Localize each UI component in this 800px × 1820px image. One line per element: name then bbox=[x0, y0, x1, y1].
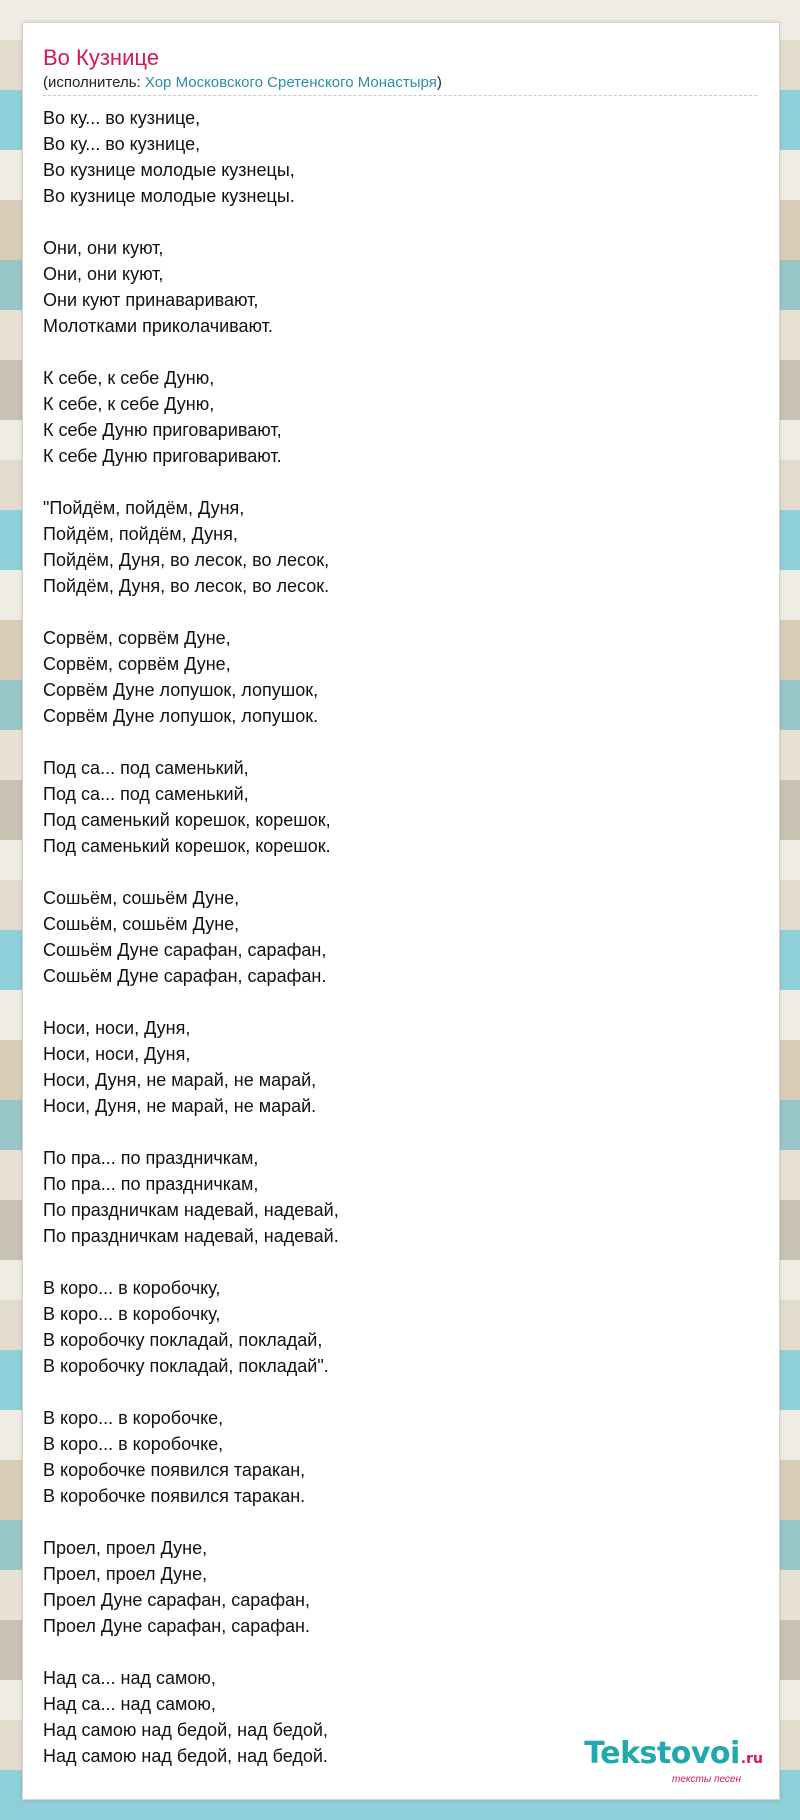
lyrics-stanza bbox=[43, 1535, 743, 1639]
lyrics-stanza bbox=[43, 625, 743, 729]
lyrics-card bbox=[22, 22, 780, 1800]
lyrics-stanza bbox=[43, 105, 743, 209]
lyrics-stanza bbox=[43, 495, 743, 599]
lyric-line: Сошьём, сошьём Дуне, bbox=[43, 888, 240, 908]
lyric-line: В коро... в коробочку, bbox=[43, 1278, 221, 1298]
lyrics-stanza bbox=[43, 1015, 743, 1119]
lyric-line: Сорвём, сорвём Дуне, bbox=[43, 654, 231, 674]
lyrics-stanza bbox=[43, 755, 743, 859]
lyric-line: В коро... в коробочке, bbox=[43, 1434, 224, 1454]
lyric-line: Проел, проел Дуне, bbox=[43, 1538, 208, 1558]
lyric-line: В коро... в коробочку, bbox=[43, 1304, 221, 1324]
lyric-line: Носи, Дуня, не марай, не марай. bbox=[43, 1096, 317, 1116]
performer-suffix: ) bbox=[436, 74, 442, 91]
lyric-line: К себе, к себе Дуню, bbox=[43, 394, 215, 414]
lyric-line: Во ку... во кузнице, bbox=[43, 108, 201, 128]
lyric-line: В коробочке появился таракан. bbox=[43, 1486, 306, 1506]
lyric-line: Сошьём Дуне сарафан, сарафан. bbox=[43, 966, 327, 986]
lyric-line: К себе, к себе Дуню, bbox=[43, 368, 215, 388]
lyric-line: К себе Дуню приговаривают, bbox=[43, 420, 282, 440]
performer-line bbox=[43, 73, 757, 96]
lyric-line: Сошьём Дуне сарафан, сарафан, bbox=[43, 940, 327, 960]
lyric-line: Проел Дуне сарафан, сарафан, bbox=[43, 1590, 311, 1610]
lyric-line: Сошьём, сошьём Дуне, bbox=[43, 914, 240, 934]
lyric-line: Под саменький корешок, корешок, bbox=[43, 810, 331, 830]
lyric-line: В коробочке появился таракан, bbox=[43, 1460, 306, 1480]
lyric-line: Сорвём, сорвём Дуне, bbox=[43, 628, 231, 648]
lyric-line: Носи, Дуня, не марай, не марай, bbox=[43, 1070, 317, 1090]
lyrics-stanza bbox=[43, 885, 743, 989]
lyric-line: Над самою над бедой, над бедой, bbox=[43, 1720, 328, 1740]
lyric-line: Пойдём, пойдём, Дуня, bbox=[43, 524, 238, 544]
lyric-line: По праздничкам надевай, надевай, bbox=[43, 1200, 339, 1220]
lyric-line: Над самою над бедой, над бедой. bbox=[43, 1746, 328, 1766]
lyric-line: Они куют принаваривают, bbox=[43, 290, 259, 310]
lyric-line: Они, они куют, bbox=[43, 238, 164, 258]
lyric-line: В коробочку покладай, покладай, bbox=[43, 1330, 323, 1350]
lyric-line: Под са... под саменький, bbox=[43, 758, 249, 778]
lyrics-stanza bbox=[43, 1405, 743, 1509]
lyrics-stanza bbox=[43, 235, 743, 339]
lyric-line: Сорвём Дуне лопушок, лопушок, bbox=[43, 680, 319, 700]
logo-wordmark bbox=[584, 1738, 763, 1775]
lyric-line: По праздничкам надевай, надевай. bbox=[43, 1226, 339, 1246]
lyrics-stanza bbox=[43, 365, 743, 469]
site-logo[interactable] bbox=[584, 1738, 763, 1785]
lyric-line: Над са... над самою, bbox=[43, 1668, 216, 1688]
lyrics-stanza bbox=[43, 1145, 743, 1249]
lyric-line: Сорвём Дуне лопушок, лопушок. bbox=[43, 706, 319, 726]
lyric-line: Пойдём, Дуня, во лесок, во лесок, bbox=[43, 550, 330, 570]
lyric-line: Проел Дуне сарафан, сарафан. bbox=[43, 1616, 311, 1636]
performer-link[interactable]: Хор Московского Сретенского Монастыря bbox=[144, 74, 437, 91]
lyric-line: Во ку... во кузнице, bbox=[43, 134, 201, 154]
lyric-line: По пра... по праздничкам, bbox=[43, 1174, 259, 1194]
lyric-line: В коро... в коробочке, bbox=[43, 1408, 224, 1428]
lyric-line: Над са... над самою, bbox=[43, 1694, 216, 1714]
lyric-line: Под саменький корешок, корешок. bbox=[43, 836, 331, 856]
lyrics-stanza bbox=[43, 1275, 743, 1379]
logo-main-text: Tekstovoi bbox=[584, 1736, 740, 1771]
lyric-line: Во кузнице молодые кузнецы. bbox=[43, 186, 295, 206]
lyric-line: По пра... по праздничкам, bbox=[43, 1148, 259, 1168]
lyric-line: Носи, носи, Дуня, bbox=[43, 1044, 191, 1064]
lyric-line: Под са... под саменький, bbox=[43, 784, 249, 804]
lyric-line: Они, они куют, bbox=[43, 264, 164, 284]
lyric-line: "Пойдём, пойдём, Дуня, bbox=[43, 498, 245, 518]
performer-prefix: (исполнитель: bbox=[43, 74, 145, 91]
lyric-line: Проел, проел Дуне, bbox=[43, 1564, 208, 1584]
logo-subtitle: тексты песен bbox=[672, 1774, 741, 1785]
lyric-line: В коробочку покладай, покладай". bbox=[43, 1356, 329, 1376]
lyric-line: Пойдём, Дуня, во лесок, во лесок. bbox=[43, 576, 330, 596]
lyric-line: Носи, носи, Дуня, bbox=[43, 1018, 191, 1038]
lyrics-text bbox=[43, 105, 743, 1795]
lyric-line: Во кузнице молодые кузнецы, bbox=[43, 160, 295, 180]
lyric-line: Молотками приколачивают. bbox=[43, 316, 273, 336]
song-title: Во Кузнице bbox=[43, 45, 159, 70]
logo-domain-suffix: .ru bbox=[740, 1751, 763, 1767]
lyric-line: К себе Дуню приговаривают. bbox=[43, 446, 282, 466]
